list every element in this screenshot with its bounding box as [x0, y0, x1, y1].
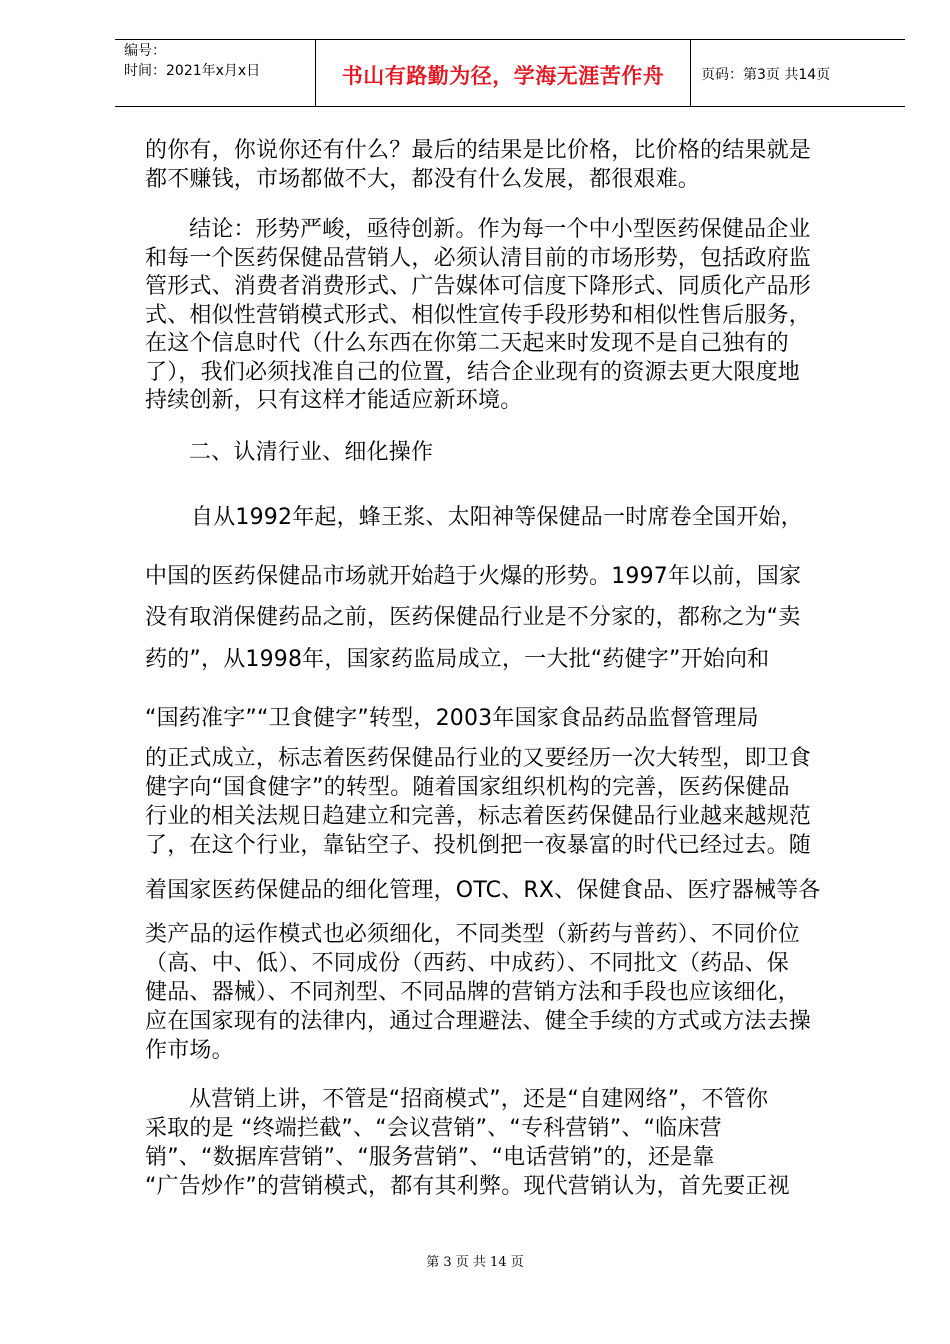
paragraph-line: 管形式、消费者消费形式、广告媒体可信度下降形式、同质化产品形	[145, 274, 812, 299]
paragraph-line: 的你有，你说你还有什么？最后的结果是比价格，比价格的结果就是	[145, 138, 812, 163]
paragraph-line: 应在国家现有的法律内，通过合理避法、健全手续的方式或方法去操	[145, 1009, 812, 1034]
paragraph-line: 着国家医药保健品的细化管理，OTC、RX、保健食品、医疗器械等各	[145, 878, 821, 903]
paragraph-line: “广告炒作”的营销模式，都有其利弊。现代营销认为，首先要正视	[145, 1174, 790, 1199]
page-footer: 第 3 页 共 14 页	[426, 1255, 524, 1270]
paragraph-line: 类产品的运作模式也必须细化，不同类型（新药与普药）、不同价位	[145, 922, 801, 947]
paragraph-line: 都不赚钱，市场都做不大，都没有什么发展，都很艰难。	[145, 167, 701, 192]
paragraph-line: 没有取消保健药品之前，医药保健品行业是不分家的，都称之为“卖	[145, 605, 801, 630]
paragraph-4	[145, 1085, 865, 1201]
paragraph-line: 健字向“国食健字”的转型。随着国家组织机构的完善，医药保健品	[145, 775, 790, 800]
paragraph-1	[145, 136, 865, 194]
header-meta-cell	[115, 40, 316, 106]
paragraph-line: 行业的相关法规日趋建立和完善，标志着医药保健品行业越来越规范	[145, 804, 812, 829]
document-number-label: 编号：	[124, 43, 166, 59]
paragraph-line: 持续创新，只有这样才能适应新环境。	[145, 388, 523, 413]
header-motto-cell	[316, 40, 691, 106]
paragraph-line: （高、中、低）、不同成份（西药、中成药）、不同批文（药品、保	[145, 951, 790, 976]
header-page-cell	[691, 40, 905, 106]
paragraph-line: 了，在这个行业，靠钻空子、投机倒把一夜暴富的时代已经过去。随	[145, 833, 812, 858]
paragraph-line: 作市场。	[145, 1038, 234, 1063]
document-date-label: 时间：2021年x月x日	[124, 63, 261, 79]
paragraph-line: 的正式成立，标志着医药保健品行业的又要经历一次大转型，即卫食	[145, 746, 812, 771]
paragraph-line: 中国的医药保健品市场就开始趋于火爆的形势。1997年以前，国家	[145, 564, 802, 589]
page-header	[115, 39, 905, 107]
paragraph-line: “国药准字”“卫食健字”转型，2003年国家食品药品监督管理局	[145, 706, 759, 731]
paragraph-line: 从营销上讲，不管是“招商模式”，还是“自建网络”，不管你	[189, 1087, 769, 1112]
paragraph-line: 药的”，从1998年，国家药监局成立，一大批“药健字”开始向和	[145, 647, 770, 672]
paragraph-2	[145, 216, 865, 416]
paragraph-line: 了），我们必须找准自己的位置，结合企业现有的资源去更大限度地	[145, 359, 801, 385]
paragraph-line: 健品、器械）、不同剂型、不同品牌的营销方法和手段也应该细化，	[145, 980, 801, 1005]
paragraph-line: 采取的是 “终端拦截”、“会议营销”、“专科营销”、“临床营	[145, 1116, 722, 1141]
header-motto: 书山有路勤为径，学海无涯苦作舟	[341, 64, 665, 88]
paragraph-line: 自从1992年起，蜂王浆、太阳神等保健品一时席卷全国开始，	[191, 505, 803, 530]
header-page-label: 页码：第3页 共14页	[701, 67, 831, 83]
paragraph-line: 在这个信息时代（什么东西在你第二天起来时发现不是自己独有的	[145, 331, 789, 356]
paragraph-line: 式、相似性营销模式形式、相似性宣传手段形势和相似性售后服务，	[145, 302, 812, 328]
paragraph-line: 结论：形势严峻，亟待创新。作为每一个中小型医药保健品企业	[189, 217, 811, 242]
paragraph-line: 销”、“数据库营销”、“服务营销”、“电话营销”的，还是靠	[145, 1145, 715, 1170]
section-heading: 二、认清行业、细化操作	[189, 440, 434, 465]
paragraph-line: 和每一个医药保健品营销人，必须认清目前的市场形势，包括政府监	[145, 245, 812, 271]
